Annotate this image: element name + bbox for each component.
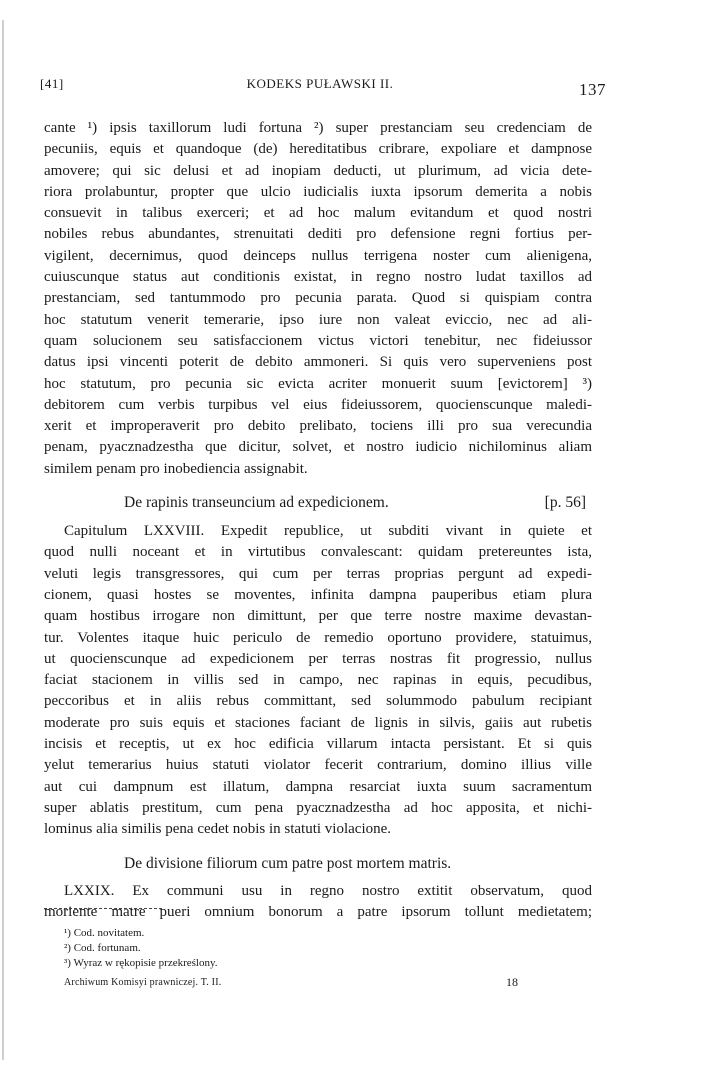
text-body bbox=[44, 118, 592, 923]
text-line: moriente matre pueri omnium bonorum a patre ipsorum tollunt medietatem; bbox=[44, 903, 592, 920]
text-line: veluti legis transgressores, qui cum per terras proprias pergunt ad expedi- bbox=[44, 565, 592, 582]
text-line: pecuniis, equis et quandoque (de) hereditatibus cribrare, expoliare et dampnose bbox=[44, 141, 592, 158]
text-line: cante ¹) ipsis taxillorum ludi fortuna ²) super prestanciam seu credenciam de bbox=[44, 120, 592, 136]
text-line: amovere; qui sic delusi et ad inopiam deducti, ut plurimum, ad vicia dete- bbox=[44, 162, 592, 179]
footnote-separator bbox=[44, 908, 162, 909]
text-line: consuevit in talibus exerceri; et ad hoc malum evitandum et quod nostri bbox=[44, 205, 592, 222]
signature-number: 18 bbox=[506, 975, 518, 989]
text-line: penam, pyacznadzestha que dicitur, solvet, et nostro iudicio nichilominus aliam bbox=[44, 439, 592, 456]
text-line: peccoribus et in aliis rebus committant, sed solummodo pabulum recipiant bbox=[44, 693, 592, 710]
text-line: aut cui dampnum est illatum, dampna resarciat iuxta suum sacramentum bbox=[44, 778, 592, 795]
paragraph-statute-taxilli bbox=[44, 118, 592, 480]
footnote-2: ²) Cod. fortunam. bbox=[64, 942, 141, 954]
scan-edge-line bbox=[2, 20, 4, 1060]
text-line: xerit et improperaverit pro debito prelibato, tociens illi pro sua verecundia bbox=[44, 418, 592, 435]
page-number: 137 bbox=[579, 80, 606, 99]
text-line: Capitulum LXXVIII. Expedit republice, ut subditi vivant in quiete et bbox=[64, 523, 592, 540]
text-line: datus ipsi vincenti poterit de debito ammoneri. Si quis vero superveniens post bbox=[44, 354, 592, 371]
text-line: lominus alia similis pena cedet nobis in statuti violacione. bbox=[44, 821, 392, 838]
text-line: quam hostibus irrogare non dimittunt, per que terre nostre maxime devastan- bbox=[44, 608, 592, 625]
footnotes bbox=[64, 926, 544, 971]
running-header bbox=[40, 76, 606, 100]
text-line: quam solucionem seu satisfaccionem victus victori tenebitur, nec fideiussor bbox=[44, 332, 592, 349]
text-line: hoc statutum venerit temerarie, ipso iure non valeat eviccio, nec ad ali- bbox=[44, 311, 592, 328]
text-line: ut quocienscunque ad expedicionem per terras nostras fit progressio, nullus bbox=[44, 650, 592, 667]
text-line: similem penam pro inobediencia assignabit. bbox=[44, 460, 308, 477]
text-line: debitorem cum verbis turpibus vel eius fideiussorem, quocienscunque maledi- bbox=[44, 396, 592, 413]
header-title: KODEKS PUŁAWSKI II. bbox=[246, 76, 394, 91]
section-heading-divisione: De divisione filiorum cum patre post mortem matris. bbox=[124, 854, 452, 872]
text-line: nobiles rebus abundantes, strenuitati dediti pro defensione regni fortius per- bbox=[44, 226, 592, 243]
text-line: prestanciam, sed tantummodo pro pecunia parata. Quod si quispiam contra bbox=[44, 290, 592, 307]
text-line: vigilent, decernimus, quod deinceps nullus terrigena noster cum alienigena, bbox=[44, 247, 592, 264]
section-heading-rapinis bbox=[44, 492, 592, 514]
footnote-1: ¹) Cod. novitatem. bbox=[64, 927, 145, 939]
printer-signature: Archiwum Komisyi prawniczej. T. II. bbox=[64, 977, 222, 988]
text-line: incisis et receptis, ut ex hoc edificia villarum intacta persistant. Et si quis bbox=[44, 736, 592, 753]
text-line: cuiuscunque status aut conditionis existat, in regno nostro ludat taxillos ad bbox=[44, 269, 592, 286]
paragraph-chapter-79 bbox=[44, 881, 592, 924]
section-heading-text: De rapinis transeuncium ad expedicionem. bbox=[124, 494, 389, 512]
text-line: cionem, quasi hostes se moventes, infinita dampna pauperibus etiam plura bbox=[44, 586, 592, 603]
text-line: riora prolabuntur, propter que ulcio iudicialis iuxta ipsorum demerita a nobis bbox=[44, 183, 592, 200]
text-line: faciat stacionem in villis sed in campo, nec rapinas in equis, pecudibus, bbox=[44, 672, 592, 689]
header-section-number: [41] bbox=[40, 76, 64, 91]
footnote-3: ³) Wyraz w rękopisie przekreślony. bbox=[64, 957, 218, 969]
text-line: super ablatis prestitum, cum pena pyacznadzestha ad hoc apposita, et nichi- bbox=[44, 799, 592, 816]
text-line: tur. Volentes itaque huic periculo de remedio oportuno providere, statuimus, bbox=[44, 629, 592, 646]
page-reference: [p. 56] bbox=[544, 494, 586, 512]
text-line: moderate pro suis equis et staciones faciant de lignis in silvis, gaiis aut rubetis bbox=[44, 714, 592, 731]
text-line: LXXIX. Ex communi usu in regno nostro extitit observatum, quod bbox=[64, 882, 592, 899]
text-line: quod nulli noceant et in virtutibus convalescant: quidam pretereuntes ista, bbox=[44, 544, 592, 561]
paragraph-chapter-78 bbox=[44, 521, 592, 840]
text-line: hoc statutum, pro pecunia sic evicta acriter monuerit suum [evictorem] ³) bbox=[44, 375, 592, 392]
text-line: yelut temerarius huius statuti violator fecerit contrarium, domino illius ville bbox=[44, 757, 592, 774]
